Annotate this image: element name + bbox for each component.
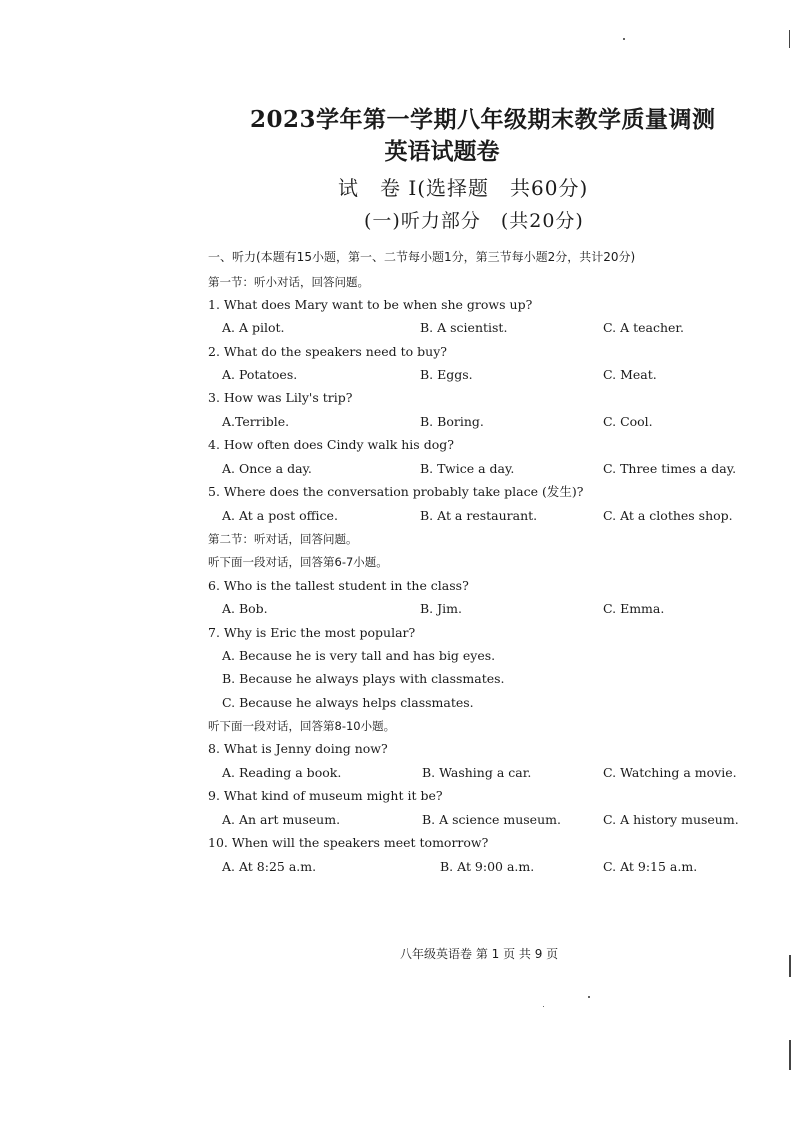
question-5: 5. Where does the conversation probably take place (发生)? <box>208 484 584 499</box>
q5-option-a: A. At a post office. <box>222 508 338 523</box>
q8-option-c: C. Watching a movie. <box>603 765 737 780</box>
q2-option-b: B. Eggs. <box>420 367 473 382</box>
listening-intro: 一、听力(本题有15小题，第一、二节每小题1分，第三节每小题2分，共计20分) <box>208 250 636 264</box>
question-6: 6. Who is the tallest student in the class? <box>208 578 469 593</box>
question-2: 2. What do the speakers need to buy? <box>208 344 447 359</box>
dialog-2-instruction: 听下面一段对话，回答第8-10小题。 <box>208 719 396 733</box>
question-8: 8. What is Jenny doing now? <box>208 741 388 756</box>
q4-option-b: B. Twice a day. <box>420 461 515 476</box>
q1-option-a: A. A pilot. <box>222 320 285 335</box>
q7-option-b: B. Because he always plays with classmates. <box>222 671 505 686</box>
dialog-1-instruction: 听下面一段对话，回答第6-7小题。 <box>208 555 388 569</box>
q9-option-a: A. An art museum. <box>222 812 341 827</box>
question-10: 10. When will the speakers meet tomorrow? <box>208 835 489 850</box>
exam-title: 2023学年第一学期八年级期末教学质量调测 <box>250 106 716 133</box>
question-4: 4. How often does Cindy walk his dog? <box>208 437 454 452</box>
part2-instruction: 第二节：听对话，回答问题。 <box>208 532 358 546</box>
q3-option-b: B. Boring. <box>420 414 484 429</box>
question-1: 1. What does Mary want to be when she grows up? <box>208 297 533 312</box>
q5-option-c: C. At a clothes shop. <box>603 508 733 523</box>
scan-edge-mark <box>789 30 790 48</box>
page-footer: 八年级英语卷 第 1 页 共 9 页 <box>400 947 559 961</box>
q5-option-b: B. At a restaurant. <box>420 508 538 523</box>
q3-option-a: A.Terrible. <box>222 414 290 429</box>
q6-option-c: C. Emma. <box>603 601 665 616</box>
q6-option-b: B. Jim. <box>420 601 462 616</box>
scan-edge-mark <box>789 955 791 977</box>
scan-speck <box>623 38 625 40</box>
q9-option-c: C. A history museum. <box>603 812 739 827</box>
scan-edge-mark <box>789 1040 791 1070</box>
section-label: (一)听力部分 (共20分) <box>364 210 584 232</box>
q2-option-a: A. Potatoes. <box>222 367 298 382</box>
question-9: 9. What kind of museum might it be? <box>208 788 443 803</box>
q10-option-a: A. At 8:25 a.m. <box>222 859 317 874</box>
part1-instruction: 第一节：听小对话，回答问题。 <box>208 275 369 289</box>
q8-option-a: A. Reading a book. <box>222 765 342 780</box>
q9-option-b: B. A science museum. <box>422 812 561 827</box>
q4-option-a: A. Once a day. <box>222 461 312 476</box>
q10-option-c: C. At 9:15 a.m. <box>603 859 698 874</box>
q2-option-c: C. Meat. <box>603 367 657 382</box>
question-7: 7. Why is Eric the most popular? <box>208 625 416 640</box>
q7-option-a: A. Because he is very tall and has big eyes. <box>222 648 496 663</box>
q7-option-c: C. Because he always helps classmates. <box>222 695 474 710</box>
q1-option-b: B. A scientist. <box>420 320 508 335</box>
q4-option-c: C. Three times a day. <box>603 461 737 476</box>
scan-speck <box>543 1006 544 1007</box>
q3-option-c: C. Cool. <box>603 414 653 429</box>
q6-option-a: A. Bob. <box>222 601 268 616</box>
scan-speck <box>588 996 590 998</box>
question-3: 3. How was Lily's trip? <box>208 390 353 405</box>
q8-option-b: B. Washing a car. <box>422 765 532 780</box>
q10-option-b: B. At 9:00 a.m. <box>440 859 535 874</box>
q1-option-c: C. A teacher. <box>603 320 684 335</box>
paper-label: 试 卷 Ⅰ(选择题 共60分) <box>338 176 589 200</box>
exam-subtitle: 英语试题卷 <box>384 138 500 165</box>
